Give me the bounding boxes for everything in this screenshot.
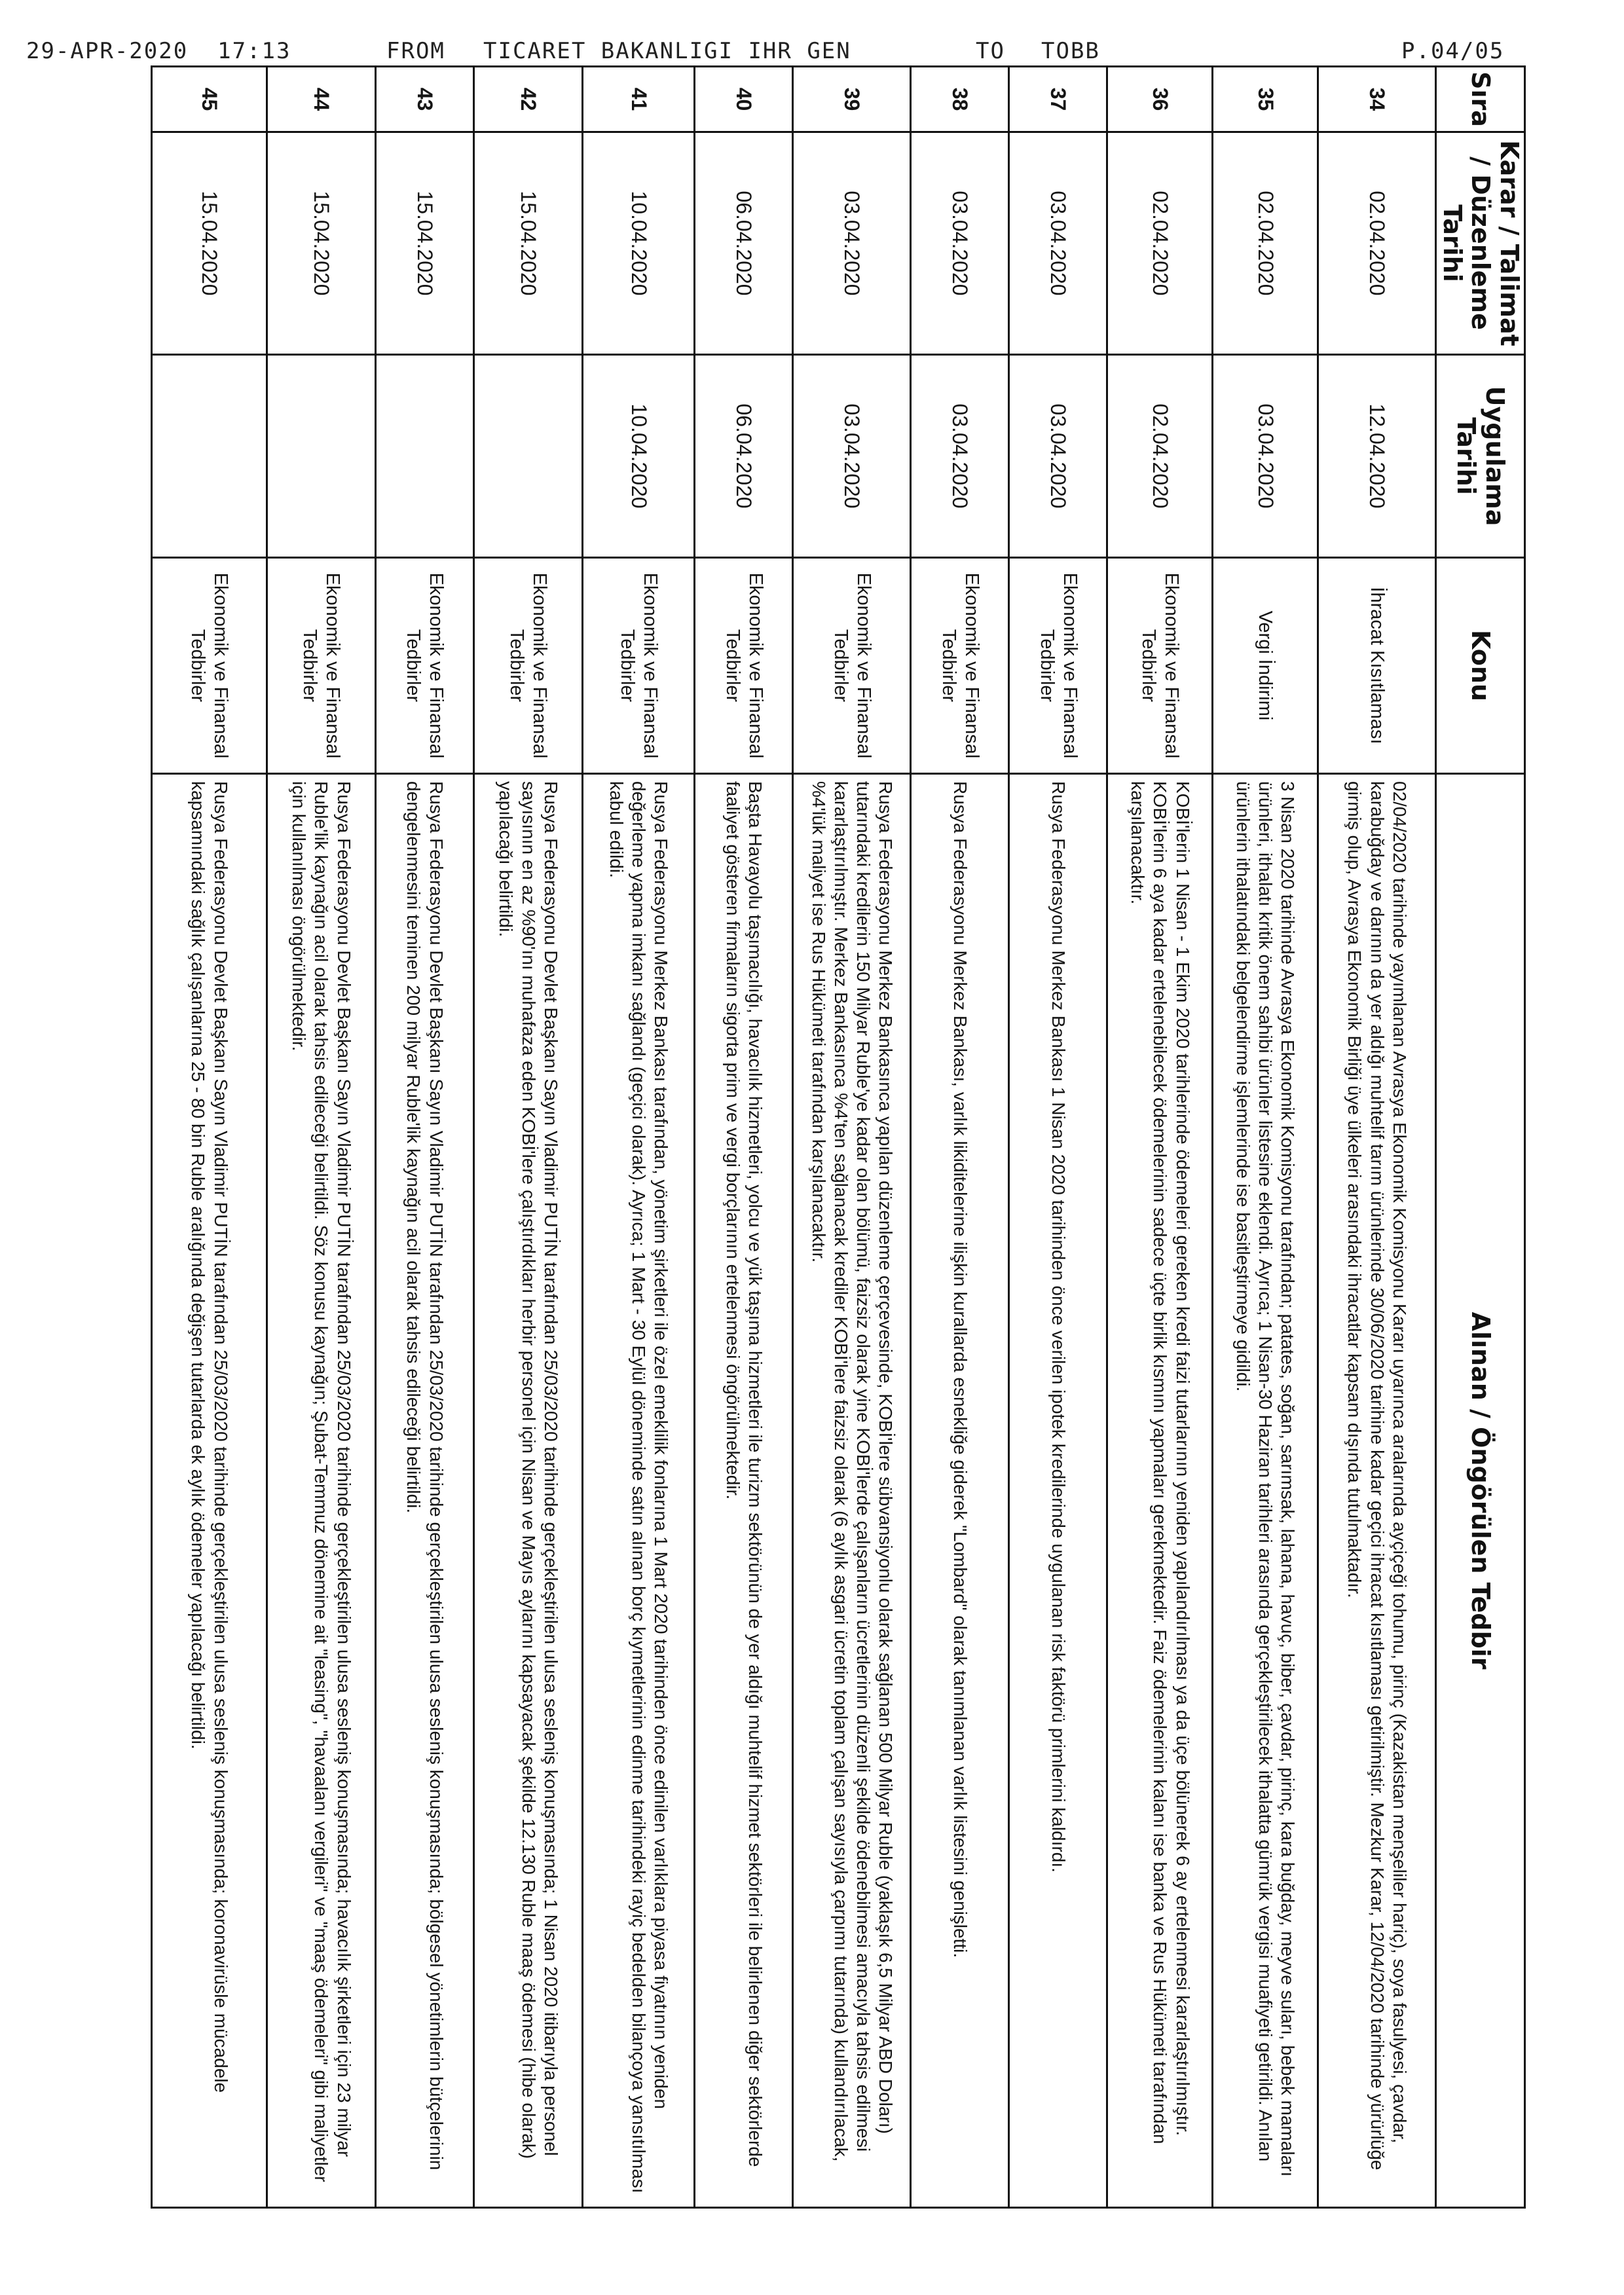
table-row [267, 67, 375, 2208]
cell-tedbir: Rusya Federasyonu Merkez Bankası, varlık likiditelerine ilişkin kurallarda esnekliğe giderek "Lombard" olarak tanımlanan varlık listesini genişletti. [911, 774, 1009, 2208]
fax-page-number: P.04/05 [1401, 38, 1505, 64]
cell-sira: 41 [582, 67, 694, 132]
table-row [695, 67, 793, 2208]
cell-uygulama-tarihi: 03.04.2020 [1009, 355, 1107, 558]
table-row [1107, 67, 1213, 2208]
header-sira: Sıra [1435, 67, 1524, 132]
cell-sira: 43 [375, 67, 473, 132]
cell-uygulama-tarihi: 10.04.2020 [582, 355, 694, 558]
cell-konu: Ekonomik ve Finansal Tedbirler [267, 558, 375, 774]
cell-karar-tarihi: 15.04.2020 [152, 132, 267, 355]
table-row [793, 67, 911, 2208]
cell-tedbir: Başta Havayolu taşımacılığı, havacılık hizmetleri, yolcu ve yük taşıma hizmetleri ile turizm sektörünün de yer aldığı muhtelif hizmet sektörleri ile belirlenen diğer sektörlerde faaliyet gösteren firmaların sigorta prim ve vergi borçlarının ertelenmesi öngörülmektedir. [695, 774, 793, 2208]
fax-from-label: FROM [386, 38, 445, 64]
cell-uygulama-tarihi: 03.04.2020 [1213, 355, 1318, 558]
cell-sira: 37 [1009, 67, 1107, 132]
cell-konu: Ekonomik ve Finansal Tedbirler [1009, 558, 1107, 774]
cell-konu: Ekonomik ve Finansal Tedbirler [1107, 558, 1213, 774]
cell-tedbir: Rusya Federasyonu Devlet Başkanı Sayın Vladimir PUTİN tarafından 25/03/2020 tarihinde gerçekleştirilen ulusa sesleniş konuşmasında; 1 Nisan 2020 itibarıyla personel sayısının en az %90'ını muhafaza eden KOBİ'lere çalıştırdıkları herbir personel için Nisan ve Mayıs aylarını kapsayacak şekilde 12.130 Ruble maaş ödemesi (hibe olarak) yapılacağı belirtildi. [473, 774, 582, 2208]
cell-tedbir: Rusya Federasyonu Devlet Başkanı Sayın Vladimir PUTİN tarafından 25/03/2020 tarihinde gerçekleştirilen ulusa sesleniş konuşmasında; koronavirüsle mücadele kapsamındaki sağlık çalışanlarına 25 - 80 bin Ruble aralığında değişen tutarlarda ek aylık ödemeler yapılacağı belirtildi. [152, 774, 267, 2208]
cell-sira: 45 [152, 67, 267, 132]
fax-to-value: TOBB [1041, 38, 1100, 64]
cell-karar-tarihi: 15.04.2020 [473, 132, 582, 355]
cell-tedbir: 02/04/2020 tarihinde yayımlanan Avrasya Ekonomik Komisyonu Kararı uyarınca aralarında ayçiçeği tohumu, pirinç (Kazakistan menşeliler hariç), soya fasulyesi, çavdar, karabuğday ve darının da yer aldığı muhtelif tarım ürünlerinde 30/06/2020 tarihine kadar geçici ihracat kısıtlaması getirilmiştir. Mezkur Karar, 12/04/2020 tarihinde yürürlüğe girmiş olup, Avrasya Ekonomik Birliği üye ülkeleri arasındaki ihracatlar kapsam dışında tutulmaktadır. [1318, 774, 1435, 2208]
cell-uygulama-tarihi [267, 355, 375, 558]
cell-karar-tarihi: 15.04.2020 [267, 132, 375, 355]
cell-sira: 39 [793, 67, 911, 132]
measures-table [151, 65, 1526, 2209]
cell-uygulama-tarihi [152, 355, 267, 558]
table-row [1009, 67, 1107, 2208]
cell-karar-tarihi: 06.04.2020 [695, 132, 793, 355]
table-row [152, 67, 267, 2208]
cell-karar-tarihi: 10.04.2020 [582, 132, 694, 355]
cell-sira: 36 [1107, 67, 1213, 132]
cell-karar-tarihi: 02.04.2020 [1318, 132, 1435, 355]
cell-konu: Ekonomik ve Finansal Tedbirler [911, 558, 1009, 774]
table-row [1213, 67, 1318, 2208]
cell-uygulama-tarihi: 12.04.2020 [1318, 355, 1435, 558]
table-row [582, 67, 694, 2208]
header-karar-tarihi: Karar / Talimat / Düzenleme Tarihi [1435, 132, 1524, 355]
cell-sira: 34 [1318, 67, 1435, 132]
table-row [375, 67, 473, 2208]
fax-from-value: TICARET BAKANLIGI IHR GEN [483, 38, 851, 64]
cell-uygulama-tarihi: 06.04.2020 [695, 355, 793, 558]
cell-konu: Ekonomik ve Finansal Tedbirler [375, 558, 473, 774]
table-row [473, 67, 582, 2208]
cell-sira: 38 [911, 67, 1009, 132]
cell-tedbir: Rusya Federasyonu Devlet Başkanı Sayın Vladimir PUTİN tarafından 25/03/2020 tarihinde gerçekleştirilen ulusa sesleniş konuşmasında; bölgesel yönetimlerin bütçelerinin dengelenmesini teminen 200 milyar Ruble'lik kaynağın acil olarak tahsis edileceği belirtildi. [375, 774, 473, 2208]
cell-konu: Vergi İndirimi [1213, 558, 1318, 774]
cell-uygulama-tarihi: 03.04.2020 [911, 355, 1009, 558]
header-tedbir: Alınan / Öngörülen Tedbir [1435, 774, 1524, 2208]
cell-tedbir: Rusya Federasyonu Merkez Bankası 1 Nisan 2020 tarihinden önce verilen ipotek kredilerinde uygulanan risk faktörü primlerini kaldırdı. [1009, 774, 1107, 2208]
cell-tedbir: KOBİ'lerin 1 Nisan - 1 Ekim 2020 tarihlerinde ödemeleri gereken kredi faizi tutarlarının yeniden yapılandırılması ya da üçe bölünerek 6 ay ertelenmesi kararlaştırılmıştır. KOBİ'lerin 6 aya kadar ertelenebilecek ödemelerinin sadece üçte birlik kısmını yapmaları gerekmektedir. Faiz ödemelerinin kalanı ise banka ve Rus Hükümeti tarafından karşılanacaktır. [1107, 774, 1213, 2208]
cell-konu: Ekonomik ve Finansal Tedbirler [582, 558, 694, 774]
cell-tedbir: Rusya Federasyonu Merkez Bankasınca yapılan düzenleme çerçevesinde, KOBİ'lere sübvansiyonlu olarak sağlanan 500 Milyar Ruble (yaklaşık 6,5 Milyar ABD Doları) tutarındaki kredilerin 150 Milyar Ruble'ye kadar olan bölümü, faizsiz olarak yine KOBİ'lerde çalışanların ücretlerinin düzenli şekilde ödenebilmesi amacıyla tahsis edilmesi kararlaştırılmıştır. Merkez Bankasınca %4'ten sağlanacak krediler KOBİ'lere faizsiz olarak (6 aylık asgari ücretin toplam çalışan sayısıyla çarpımı tutarında) kullandırılacak, %4'lük maliyet ise Rus Hükümeti tarafından karşılanacaktır. [793, 774, 911, 2208]
table-row [911, 67, 1009, 2208]
cell-karar-tarihi: 03.04.2020 [911, 132, 1009, 355]
cell-uygulama-tarihi [375, 355, 473, 558]
cell-sira: 42 [473, 67, 582, 132]
cell-karar-tarihi: 02.04.2020 [1107, 132, 1213, 355]
cell-tedbir: 3 Nisan 2020 tarihinde Avrasya Ekonomik Komisyonu tarafından; patates, soğan, sarımsak, lahana, havuç, biber, çavdar, pirinç, kara buğday, meyve suları, bebek mamaları ürünleri, ithalatı kritik önem sahibi ürünler listesine eklendi. Ayrıca; 1 Nisan-30 Haziran tarihleri arasında gerçekleştirilecek ithalatta gümrük vergisi muafiyeti getirildi. Anılan ürünlerin ithalatındaki belgelendirme işlemlerinde ise basitleştirmeye gidildi. [1213, 774, 1318, 2208]
cell-konu: Ekonomik ve Finansal Tedbirler [695, 558, 793, 774]
header-konu: Konu [1435, 558, 1524, 774]
cell-konu: Ekonomik ve Finansal Tedbirler [473, 558, 582, 774]
cell-konu: Ekonomik ve Finansal Tedbirler [793, 558, 911, 774]
fax-to-label: TO [976, 38, 1005, 64]
table-row [1318, 67, 1435, 2208]
cell-uygulama-tarihi [473, 355, 582, 558]
cell-karar-tarihi: 03.04.2020 [793, 132, 911, 355]
cell-uygulama-tarihi: 03.04.2020 [793, 355, 911, 558]
cell-tedbir: Rusya Federasyonu Devlet Başkanı Sayın Vladimir PUTİN tarafından 25/03/2020 tarihinde gerçekleştirilen ulusa sesleniş konuşmasında; havacılık şirketleri için 23 milyar Ruble'lik kaynağın acil olarak tahsis edileceği belirtildi. Söz konusu kaynağın; Şubat-Temmuz dönemine ait "leasing", "havaalanı vergileri" ve "maaş ödemeleri" gibi maliyetler için kullanılması öngörülmektedir. [267, 774, 375, 2208]
table-header-row [1435, 67, 1524, 2208]
header-uygulama-tarihi: Uygulama Tarihi [1435, 355, 1524, 558]
cell-sira: 40 [695, 67, 793, 132]
measures-table-sheet [151, 65, 1526, 2207]
cell-karar-tarihi: 15.04.2020 [375, 132, 473, 355]
cell-tedbir: Rusya Federasyonu Merkez Bankası tarafından, yönetim şirketleri ile özel emeklilik fonlarına 1 Mart 2020 tarihinden önce edinilen varlıklara piyasa fiyatının yeniden değerleme yapma imkanı sağlandı (geçici olarak). Ayrıca; 1 Mart - 30 Eylül döneminde satın alınan borç kıymetlerinin edinme tarihindeki rayiç bedelden bilançoya yansıtılması kabul edildi. [582, 774, 694, 2208]
cell-sira: 35 [1213, 67, 1318, 132]
cell-uygulama-tarihi: 02.04.2020 [1107, 355, 1213, 558]
cell-karar-tarihi: 03.04.2020 [1009, 132, 1107, 355]
fax-date-time: 29-APR-2020 17:13 [26, 38, 291, 64]
cell-konu: İhracat Kısıtlaması [1318, 558, 1435, 774]
cell-karar-tarihi: 02.04.2020 [1213, 132, 1318, 355]
cell-konu: Ekonomik ve Finansal Tedbirler [152, 558, 267, 774]
cell-sira: 44 [267, 67, 375, 132]
